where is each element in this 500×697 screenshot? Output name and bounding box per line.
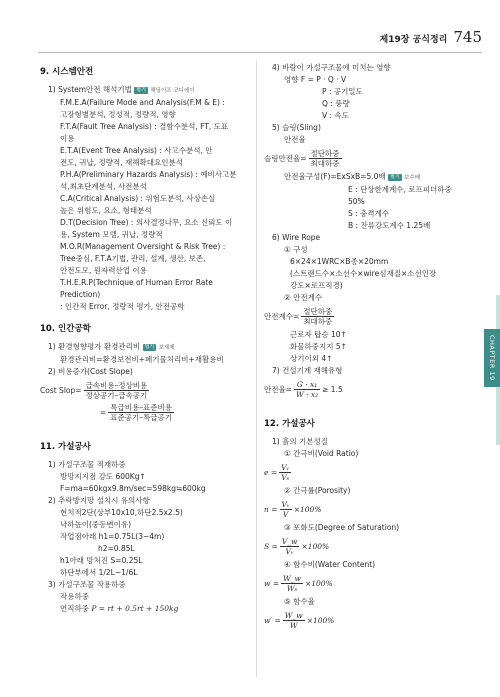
r4-line: P : 공기밀도 (322, 87, 363, 96)
left-column (40, 62, 248, 615)
s9-line: D.T(Decision Tree) : 의사결정나무, 요소 신뢰도 이 (60, 218, 233, 227)
porosity-formula: n = $\frac{\text{Vᵥ}}{V}$ ×100% (264, 500, 322, 519)
s9-line: : 인간적 Error, 정량적 평가, 안전공학 (60, 302, 185, 311)
s10-item-2: 2) 비용증가(Cost Slope) (48, 367, 133, 376)
cost-slope-formula: Cost Slop= $\frac{\text{급속비용–정상비용}}{\text{정상공기–급속공기}}$ (40, 381, 148, 400)
r4-line: 영향 F = P · Q · V (284, 75, 347, 84)
fraction: $\frac{W\_w}{W}$ (284, 611, 303, 630)
s11-line: 방망지지점 강도 600Kg↑ (60, 472, 146, 481)
r6-line: ① 구성 (284, 245, 308, 254)
sling-safety-formula: 슬링안전율= $\frac{\text{절단하중}}{\text{최대하중}}$ (264, 149, 340, 168)
fraction: $\frac{\text{급속비용–정상비용}}{\text{정상공기–급속공기}}$ (85, 381, 148, 400)
section-12-title: 12. 가설공사 (264, 419, 315, 429)
fraction: $\frac{\text{절단하중}}{\text{최대하중}}$ (303, 307, 333, 326)
r6-line: 근로자 탑승 10↑ (290, 330, 347, 339)
cost-slope-formula-2: = $\frac{\text{특급비용–표준비용}}{\text{표준공기–특급공기}}$ (100, 403, 173, 422)
r5-line: 안전율 (284, 135, 306, 144)
s11-line: F=ma=60kgx9.8m/sec=598kg≒600kg (60, 484, 206, 493)
s11-line: 작용하중 (60, 592, 89, 601)
r6-line: 6×24×1WRC×B종×20mm (290, 257, 389, 266)
r4-title: 4) 바람이 가설구조물에 미치는 영향 (272, 63, 391, 72)
section-10-title: 10. 인간공학 (40, 324, 91, 334)
r6-line: 상기이외 4↑ (290, 354, 333, 363)
r6-line: (스트랜드수×소선수×wire심재질×소선인장 (290, 269, 437, 278)
fraction: $\frac{\text{특급비용–표준비용}}{\text{표준공기–특급공기}}$ (110, 403, 173, 422)
r6-line: 강도×로프직경) (290, 281, 343, 290)
s11-line: 2) 추락방지망 설치시 유의사항 (48, 496, 150, 505)
r12-item: ③ 포화도(Degree of Saturation) (284, 523, 400, 532)
s9-line: C.A(Critical Analysis) : 위험도분석, 사상손실 (60, 194, 216, 203)
r5-line: E : 단상한계계수, 로프피더하중 50% (348, 185, 452, 206)
r12-item: ① 간극비(Void Ratio) (284, 449, 359, 458)
s9-line: 석,최초단계분석, 사전분석 (60, 182, 147, 191)
note-tag: 필기 (144, 344, 155, 350)
s9-line: E.T.A(Event Tree Analysis) : 사고수분석, 안 (60, 146, 213, 155)
note-tag-text: 보제제 (158, 345, 175, 351)
fraction: $\frac{W\_w}{\text{Wₛ}}$ (283, 574, 301, 593)
wire-safety-formula: 안전계수= $\frac{\text{절단하중}}{\text{최대하중}}$ (264, 307, 333, 326)
s9-line: P.H.A(Preliminary Hazards Analysis) : 예비사고분 (60, 170, 237, 179)
s11-line: 낙하높이(중동변이유) (60, 520, 132, 529)
r5-line: B : 잔류강도계수 1.25배 (348, 221, 431, 230)
s9-line: T.H.E.R.P(Technique of Human Error Rate Prediction) (60, 278, 213, 299)
section-11-title: 11. 가설공사 (40, 442, 91, 452)
section-9-title: 9. 시스템안전 (40, 67, 94, 77)
water-content-formula: w = $\frac{W\_w}{\text{Wₛ}}$ ×100% (264, 574, 333, 593)
note-tag-text: 보수배 (404, 175, 421, 181)
r6-title: 6) Wire Rope (272, 233, 321, 242)
fraction: $\frac{V\_w}{\text{Vᵥ}}$ (281, 537, 298, 556)
r6-line: ② 안전계수 (284, 293, 323, 302)
r12-item: ⑤ 함수율 (284, 597, 315, 606)
r4-line: Q : 풍량 (322, 99, 350, 108)
s10-line: 환경관리비=환경보전비+폐기물처리비+재활용비 (60, 355, 224, 364)
r7-title: 7) 건설기계 재해유형 (272, 366, 343, 375)
right-column (264, 62, 464, 633)
s9-line: M.O.R(Management Oversight & Risk Tree) : (60, 242, 226, 251)
s9-line: 용, System 모델, 귀납, 정량적 (60, 230, 163, 239)
s9-line: 높은 위험도, 요소, 형태분석 (60, 206, 152, 215)
header-divider (38, 52, 482, 53)
machine-safety-formula: 안전율= $\frac{\text{G · x₁}}{\text{W · x₂}}$ ≥ 1.5 (264, 380, 343, 399)
s11-line: 현치적2단(상부10x10,하단2.5x2.5) (60, 508, 183, 517)
s11-line: 작업점아래 h1=0.75L(3~4m) (60, 532, 165, 541)
r4-line: V : 속도 (322, 111, 349, 120)
s11-line: h1아래 망처진 S=0.25L (60, 556, 143, 565)
r5-title: 5) 슬링(Sling) (272, 123, 321, 132)
r5-line: 안전율구성(F)=ExSxB=5.0배 필기 보수배 (284, 172, 421, 181)
fraction: $\frac{\text{Vᵥ}}{\text{Vₛ}}$ (281, 463, 290, 482)
s9-line: 전도, 귀납, 정량적, 재해확대요인분석 (60, 158, 183, 167)
s11-line-last: 연직하중 P = rt + 0.5rt + 150kg (60, 604, 179, 613)
fraction: $\frac{\text{G · x₁}}{\text{W · x₂}}$ (296, 380, 319, 399)
r5-line: S : 충격계수 (348, 209, 390, 218)
column-divider (256, 60, 257, 677)
s9-line: Tree중심, F.T.A기법, 관리, 설계, 생산, 보존, (60, 254, 206, 263)
note-tag: 필기 (390, 174, 400, 180)
page-header (380, 28, 482, 48)
note-tag-text: 해딩이프 코디에이 (150, 88, 195, 94)
s9-line: 고장형별분석, 정성적, 정량적, 영향 (60, 110, 176, 119)
s11-line: 1) 가설구조물 적재하중 (48, 460, 126, 469)
saturation-formula: S = $\frac{V\_w}{\text{Vᵥ}}$ ×100% (264, 537, 330, 556)
page-number: 745 (453, 28, 482, 46)
fraction: $\frac{\text{Vᵥ}}{V}$ (281, 500, 290, 519)
s11-line: h2=0.85L (98, 544, 135, 553)
chapter-side-tab: CHAPTER 19 (484, 329, 500, 387)
note-tag: 필기 (136, 87, 146, 93)
s9-line: F.T.A(Fault Tree Analysis) : 결함수분석, FT, 도표 (60, 122, 229, 131)
fraction: $\frac{\text{절단하중}}{\text{최대하중}}$ (310, 149, 340, 168)
s9-line: F.M.E.A(Failure Mode and Analysis(F.M & E) : (60, 98, 225, 107)
s10-item-1: 1) 환경형향평가 환경관리비 필기 보제제 (48, 342, 175, 351)
r12-title: 1) 흙의 기본성질 (272, 437, 328, 446)
s11-line: 3) 가설구조물 작용하중 (48, 580, 126, 589)
s11-line: 하단부에서 1/2L~1/6L (60, 568, 138, 577)
r12-item: ④ 함수비(Water Content) (284, 560, 376, 569)
s9-item-1: 1) System안전 해석기법 필기 해딩이프 코디에이 (48, 85, 195, 94)
s9-line: 안전도모, 원자력산업 이용 (60, 266, 147, 275)
moisture-ratio-formula: w′ = $\frac{W\_w}{W}$ ×100% (264, 611, 335, 630)
s9-line: 이용 (60, 134, 75, 143)
r12-item: ② 간극률(Porosity) (284, 486, 351, 495)
r6-line: 화물하중지지 5↑ (290, 342, 347, 351)
void-ratio-formula: e = $\frac{\text{Vᵥ}}{\text{Vₛ}}$ (264, 463, 290, 482)
chapter-title: 제19장 공식정리 (379, 35, 448, 45)
